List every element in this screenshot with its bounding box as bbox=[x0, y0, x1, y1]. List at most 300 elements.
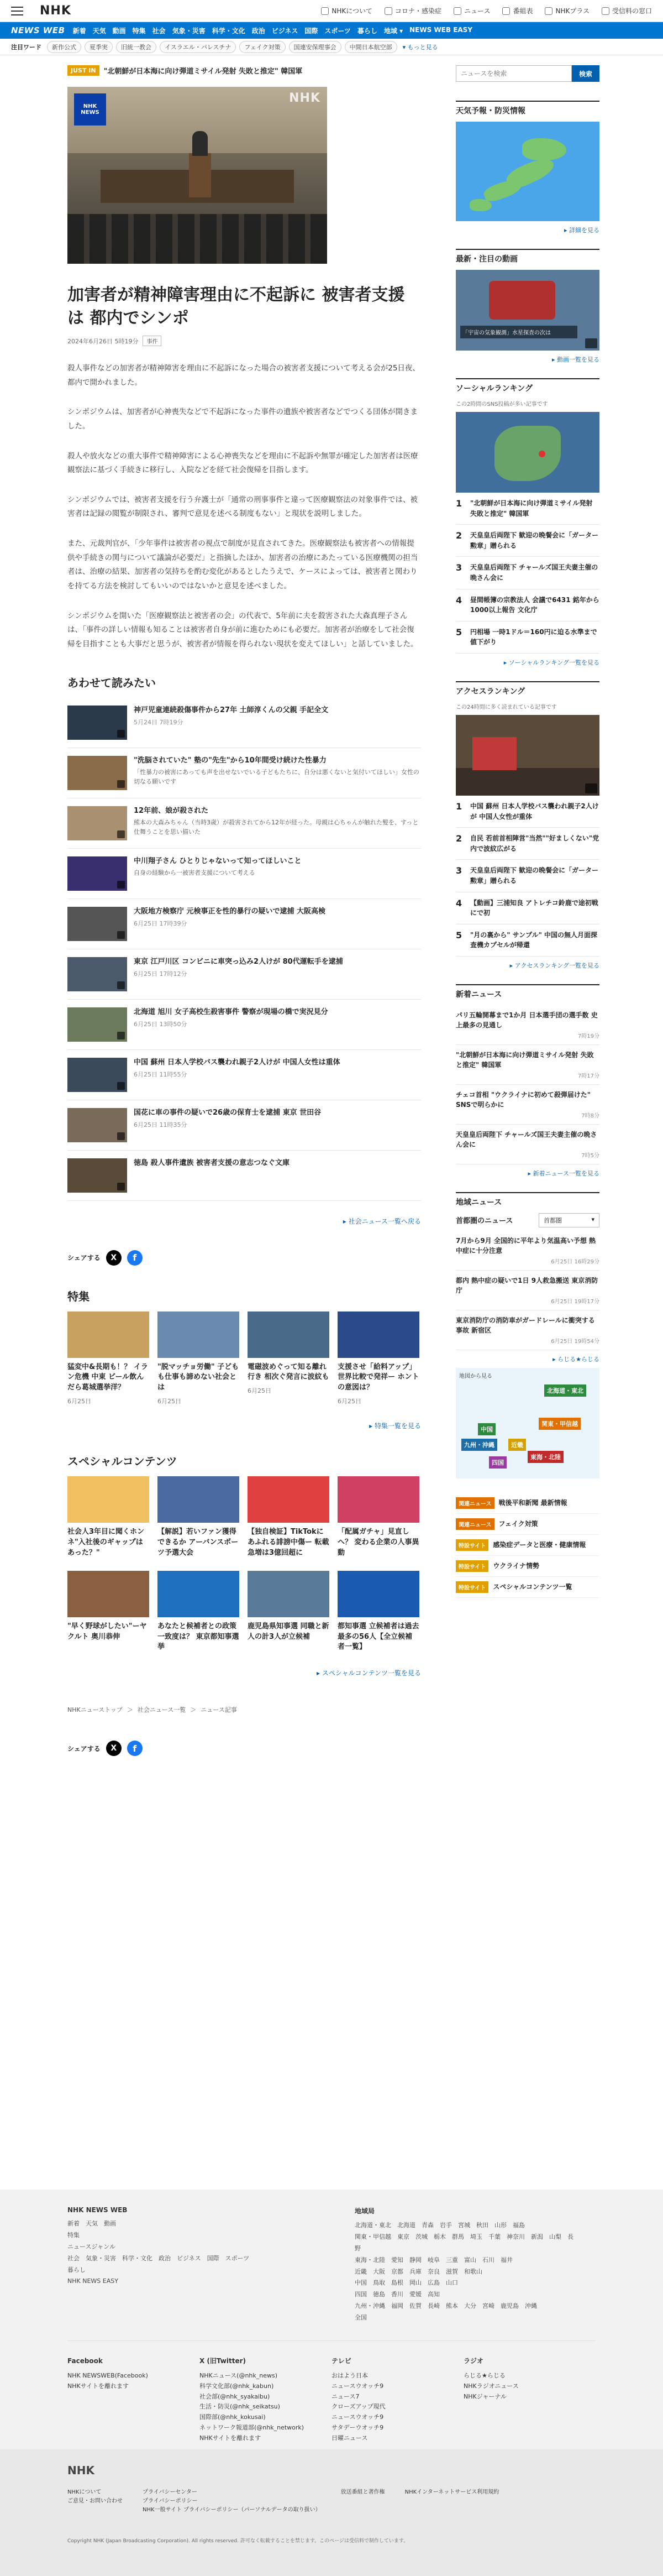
regional-news-list bbox=[456, 1231, 599, 1350]
video-more-link[interactable]: ▸ 動画一覧を見る bbox=[551, 356, 599, 363]
related-text bbox=[134, 1108, 321, 1142]
article-paragraph: 殺人事件などの加害者が精神障害を理由に不起訴になった場合の被害者支援について考える会が25日夜、都内で開かれました。 bbox=[67, 364, 420, 387]
ranking-number: 2 bbox=[456, 833, 462, 844]
card-thumbnail bbox=[67, 1311, 149, 1358]
menu-icon[interactable] bbox=[11, 7, 23, 15]
access-ranking-heading: アクセスランキング bbox=[456, 687, 525, 696]
social-ranking-image[interactable] bbox=[456, 412, 599, 493]
latest-news-heading: 新着ニュース bbox=[456, 990, 502, 999]
news-time: 7時19分 bbox=[577, 1033, 599, 1039]
regional-news-box bbox=[456, 1192, 599, 1478]
related-text bbox=[134, 806, 421, 840]
news-time: 7時17分 bbox=[577, 1073, 599, 1079]
sidebar bbox=[456, 55, 599, 1756]
news-item[interactable] bbox=[456, 1310, 599, 1350]
footer-region-row[interactable]: 近畿 大阪 京都 兵庫 奈良 滋賀 和歌山 bbox=[355, 2267, 482, 2275]
ranking-title: 円相場 一時1ドル＝160円に迫る水準まで値下がり bbox=[470, 628, 597, 646]
tv-icon bbox=[502, 7, 510, 15]
latest-more-link[interactable]: ▸ 新着ニュース一覧を見る bbox=[528, 1169, 599, 1177]
footer-social-link[interactable]: おはよう日本 bbox=[332, 2372, 368, 2380]
region-button[interactable]: 北海道・東北 bbox=[544, 1384, 586, 1397]
footer-region-row[interactable]: 全国 bbox=[355, 2314, 367, 2322]
ranking-number: 3 bbox=[456, 562, 462, 573]
keyword-chip[interactable]: 新作公式 bbox=[47, 41, 81, 53]
footer-link[interactable]: NHKインターネットサービス利用規約 bbox=[404, 2489, 499, 2495]
related-text bbox=[134, 1158, 290, 1193]
related-title: 中国 蘇州 日本人学校バス襲われ親子2人けが 中国人女性は重体 bbox=[134, 1058, 340, 1067]
footer-social-link[interactable]: 社会部(@nhk_syakaibu) bbox=[199, 2392, 270, 2400]
card-date: 6月25日 bbox=[248, 1387, 271, 1395]
ranking-item[interactable] bbox=[456, 493, 599, 525]
nav-item-new[interactable]: 新着 bbox=[72, 27, 86, 35]
nav-item-region[interactable]: 地域 ▾ bbox=[383, 27, 403, 35]
breadcrumb-item[interactable]: NHKニューストップ bbox=[67, 1706, 123, 1714]
ranking-item[interactable] bbox=[456, 892, 599, 924]
content-card[interactable] bbox=[338, 1476, 419, 1559]
weather-map[interactable] bbox=[456, 122, 599, 221]
content-card[interactable] bbox=[248, 1311, 329, 1406]
news-item[interactable] bbox=[456, 1045, 599, 1085]
related-heading: あわせて読みたい bbox=[67, 676, 156, 689]
access-ranking-box bbox=[456, 681, 599, 970]
footer-social-link[interactable]: NHKラジオニュース bbox=[464, 2382, 519, 2390]
related-item[interactable] bbox=[67, 798, 421, 849]
related-date: 5月24日 7時19分 bbox=[134, 719, 183, 727]
nav-item-business[interactable]: ビジネス bbox=[271, 27, 298, 35]
related-thumbnail bbox=[67, 856, 127, 891]
ranking-title: 【動画】三浦知良 アトレチコ鈴鹿で途初戦にで初 bbox=[470, 898, 598, 917]
footer-link-row[interactable]: NHK NEWS EASY bbox=[67, 2277, 118, 2285]
related-thumbnail bbox=[67, 1158, 127, 1193]
related-item[interactable] bbox=[67, 849, 421, 899]
search-button[interactable]: 検索 bbox=[572, 65, 599, 82]
x-share-icon[interactable]: X bbox=[106, 1741, 122, 1756]
related-item[interactable] bbox=[67, 1151, 421, 1201]
keyword-chip[interactable]: 中間日本航空部 bbox=[345, 41, 397, 53]
nav-item-society[interactable]: 社会 bbox=[152, 27, 166, 35]
footer-social-link[interactable]: NHK NEWSWEB(Facebook) bbox=[67, 2372, 148, 2380]
x-share-icon[interactable]: X bbox=[106, 1250, 122, 1266]
card-title: 「配属ガチャ」見直しへ？ 変わる企業の人事異動 bbox=[338, 1528, 419, 1557]
social-ranking-more-link[interactable]: ▸ ソーシャルランキング一覧を見る bbox=[503, 659, 599, 666]
latest-news-list bbox=[456, 1005, 599, 1164]
play-icon bbox=[585, 783, 597, 793]
related-title: 国花に車の事件の疑いで26歳の保育士を逮捕 東京 世田谷 bbox=[134, 1108, 322, 1117]
featured-video[interactable] bbox=[456, 270, 599, 351]
news-item[interactable] bbox=[456, 1125, 599, 1164]
related-summary: 自身の経験から一被害者支援について考える bbox=[134, 869, 255, 877]
news-item[interactable] bbox=[456, 1085, 599, 1125]
content-card[interactable] bbox=[67, 1311, 149, 1406]
related-text bbox=[134, 856, 302, 891]
related-summary: 熊本の大森みちゃん（当時3歳）が殺害されてから12年が経った。母親は心ちゃんが触れた髪を、すっと仕舞うことを思い描いた bbox=[134, 819, 419, 835]
region-map bbox=[456, 1368, 599, 1478]
promo-link[interactable] bbox=[456, 1493, 599, 1514]
card-thumbnail bbox=[157, 1571, 239, 1617]
news-item[interactable] bbox=[456, 1231, 599, 1271]
card-thumbnail bbox=[157, 1476, 239, 1523]
promo-label: ウクライナ情勢 bbox=[493, 1561, 539, 1570]
card-date: 6月25日 bbox=[157, 1398, 181, 1405]
region-button[interactable]: 九州・沖縄 bbox=[461, 1439, 497, 1451]
ranking-item[interactable] bbox=[456, 828, 599, 860]
keyword-label: 注目ワード bbox=[11, 43, 41, 51]
keyword-chip[interactable]: 国連安保理事会 bbox=[289, 41, 341, 53]
search-input[interactable] bbox=[456, 65, 572, 82]
keyword-chip[interactable]: フェイク対策 bbox=[239, 41, 285, 53]
play-icon bbox=[117, 1032, 125, 1039]
related-title: 中川翔子さん ひとりじゃないって知ってほしいこと bbox=[134, 856, 302, 865]
ranking-title: 自民 若前首相陣営"当然""好ましくない"党内で波紋広がる bbox=[470, 834, 599, 853]
footer-link-row[interactable]: 新着 天気 動画 bbox=[67, 2220, 116, 2227]
related-thumbnail bbox=[67, 806, 127, 840]
ranking-number: 2 bbox=[456, 530, 462, 541]
latest-news-box bbox=[456, 984, 599, 1178]
footer-social-link[interactable]: らじる★らじる bbox=[464, 2372, 506, 2380]
footer-link[interactable]: NHKについて bbox=[67, 2489, 102, 2495]
keyword-chip[interactable]: イスラエル・パレスチナ bbox=[160, 41, 236, 53]
nav-item-sports[interactable]: スポーツ bbox=[324, 27, 351, 35]
ranking-title: 中国 蘇州 日本人学校バス襲われ親子2人けが 中国人女性が重体 bbox=[470, 802, 599, 821]
access-ranking-more-link[interactable]: ▸ アクセスランキング一覧を見る bbox=[509, 962, 599, 969]
related-text bbox=[134, 706, 328, 740]
nav-item-life[interactable]: 暮らし bbox=[357, 27, 377, 35]
card-title: 猛変中&長期も！？ イラン危機 中東 ビール飲んだら葛城選挙洋？ bbox=[67, 1362, 148, 1392]
nav-item-easy[interactable]: NEWS WEB EASY bbox=[409, 25, 473, 34]
footer-social-link[interactable]: NHKサイトを離れます bbox=[199, 2434, 261, 2442]
search-box bbox=[456, 65, 599, 82]
nav-item-feature[interactable]: 特集 bbox=[132, 27, 146, 35]
just-in-text: "北朝鮮が日本海に向け弾道ミサイル発射 失敗と推定" 韓国軍 bbox=[103, 67, 303, 76]
top-links bbox=[321, 6, 652, 15]
related-item[interactable] bbox=[67, 698, 421, 748]
card-title: 都知事選 立候補者は過去最多の56人【全立候補者一覧】 bbox=[338, 1622, 419, 1652]
related-item[interactable] bbox=[67, 748, 421, 798]
related-text bbox=[134, 907, 325, 941]
breadcrumb-item: ニュース記事 bbox=[201, 1706, 237, 1714]
promo-link[interactable] bbox=[456, 1556, 599, 1577]
promo-link[interactable] bbox=[456, 1535, 599, 1556]
content-card[interactable] bbox=[157, 1311, 239, 1406]
news-icon bbox=[454, 7, 461, 15]
video-heading: 最新・注目の動画 bbox=[456, 255, 518, 264]
video-caption: 「宇宙の気象観測」水星探査の次は bbox=[460, 326, 577, 338]
related-summary: 「性暴力の被害にあっても声を出せないでいる子どもたちに、自分は悪くないと気付いてほしい」女性の切なる願いです bbox=[134, 769, 419, 785]
play-icon bbox=[117, 881, 125, 889]
related-thumbnail bbox=[67, 957, 127, 991]
footer-bottom-links bbox=[0, 2477, 663, 2515]
copyright: Copyright NHK (Japan Broadcasting Corporation). All rights reserved. 許可なく転載することを禁じます。このページは受信料で制作しています。 bbox=[67, 2538, 409, 2544]
play-icon bbox=[117, 730, 125, 738]
footer-social-link[interactable]: サタデーウオッチ9 bbox=[332, 2423, 384, 2431]
keyword-chip[interactable]: 夏季実 bbox=[85, 41, 113, 53]
footer-link[interactable]: プライバシーポリシー bbox=[143, 2498, 198, 2504]
footer-region-row[interactable]: 東海・北陸 愛知 静岡 岐阜 三重 富山 石川 福井 bbox=[355, 2256, 513, 2264]
region-map-label: 地図から見る bbox=[459, 1373, 492, 1380]
card-date: 6月25日 bbox=[67, 1398, 91, 1405]
footer-link[interactable]: プライバシーセンター bbox=[143, 2489, 197, 2495]
ranking-number: 3 bbox=[456, 865, 462, 876]
related-item[interactable] bbox=[67, 899, 421, 949]
ranking-item[interactable] bbox=[456, 557, 599, 589]
content-card[interactable] bbox=[248, 1571, 329, 1653]
ranking-number: 5 bbox=[456, 929, 462, 940]
content-card[interactable] bbox=[248, 1476, 329, 1559]
region-button[interactable]: 近畿 bbox=[508, 1439, 526, 1451]
related-thumbnail bbox=[67, 1058, 127, 1092]
promo-link[interactable] bbox=[456, 1514, 599, 1535]
ranking-number: 1 bbox=[456, 801, 462, 812]
video-box bbox=[456, 249, 599, 364]
facebook-share-icon[interactable]: f bbox=[127, 1250, 143, 1266]
related-date: 6月25日 17時39分 bbox=[134, 920, 187, 928]
regional-label: 首都圏のニュース bbox=[456, 1217, 513, 1226]
content-card[interactable] bbox=[157, 1571, 239, 1653]
footer-social-link[interactable]: ニュースウオッチ9 bbox=[332, 2413, 384, 2421]
related-item[interactable] bbox=[67, 1100, 421, 1151]
news-title: "北朝鮮が日本海に向け弾道ミサイル発射 失敗と推定" 韓国軍 bbox=[456, 1051, 594, 1069]
related-title: 12年前、娘が殺された bbox=[134, 806, 209, 815]
nav-items bbox=[73, 26, 472, 35]
info-icon bbox=[321, 7, 329, 15]
play-icon bbox=[117, 780, 125, 788]
related-text bbox=[134, 957, 343, 991]
ranking-item[interactable] bbox=[456, 525, 599, 557]
ranking-item[interactable] bbox=[456, 796, 599, 828]
ranking-item[interactable] bbox=[456, 924, 599, 957]
article-meta bbox=[67, 336, 421, 346]
footer-link-row[interactable]: 社会 気象・災害 科学・文化 政治 ビジネス 国際 スポーツ bbox=[67, 2254, 250, 2262]
special-heading: スペシャルコンテンツ bbox=[67, 1455, 177, 1469]
society-more-link[interactable]: ▸ 社会ニュース一覧へ戻る bbox=[343, 1217, 421, 1225]
related-title: 北海道 旭川 女子高校生殺害事件 警察が現場の橋で実況見分 bbox=[134, 1007, 328, 1016]
footer-social-link[interactable]: ネットワーク報道部(@nhk_network) bbox=[199, 2423, 304, 2431]
article-hero-image bbox=[67, 87, 327, 264]
regional-heading: 地域ニュース bbox=[456, 1198, 502, 1207]
newsweb-logo[interactable]: NEWS WEB bbox=[11, 25, 65, 35]
facebook-share-icon[interactable]: f bbox=[127, 1741, 143, 1756]
play-icon bbox=[117, 1183, 125, 1190]
article-tag[interactable]: 事件 bbox=[143, 336, 161, 346]
nav-item-disaster[interactable]: 気象・災害 bbox=[172, 27, 206, 35]
just-in-label: JUST IN bbox=[67, 65, 99, 76]
top-link-about[interactable]: NHKについて bbox=[321, 6, 372, 15]
region-button[interactable]: 四国 bbox=[489, 1456, 507, 1469]
footer-region-row[interactable]: 北海道・東北 北海道 青森 岩手 宮城 秋田 山形 福島 bbox=[355, 2222, 525, 2229]
play-icon bbox=[117, 981, 125, 989]
news-time: 6月25日 19時54分 bbox=[551, 1338, 599, 1345]
content-card[interactable] bbox=[338, 1571, 419, 1653]
promo-label: フェイク対策 bbox=[498, 1519, 538, 1528]
related-item[interactable] bbox=[67, 949, 421, 1000]
article-paragraph: シンポジウムでは、被害者支援を行う弁護士が「通常の刑事事件と違って医療観察法の対象事件では、被害者は記録の閲覧が制限され、審判で意見を述べる制度もない」と現状を説明しました。 bbox=[67, 495, 418, 519]
related-date: 6月25日 17時12分 bbox=[134, 970, 187, 978]
top-link-schedule[interactable]: 番組表 bbox=[502, 6, 533, 15]
promo-tag: 特設サイト bbox=[456, 1581, 488, 1593]
news-time: 6月25日 16時29分 bbox=[551, 1258, 599, 1265]
ranking-item[interactable] bbox=[456, 589, 599, 621]
region-select[interactable]: 首都圏 ▾ bbox=[539, 1213, 599, 1227]
footer-nhk-logo[interactable]: NHK bbox=[67, 2464, 94, 2477]
ranking-title: 昼間帳簿の宗教法人 会議で6431 銘年から1000以上報告 文化庁 bbox=[470, 595, 599, 614]
article-body bbox=[67, 362, 421, 652]
news-title: 7月から9月 全国的に平年より気温高い予想 熱中症に十分注意 bbox=[456, 1236, 596, 1255]
related-text bbox=[134, 756, 421, 790]
footer-link-group bbox=[143, 2488, 321, 2515]
access-ranking-list bbox=[456, 796, 599, 957]
article-paragraph: また、元裁判官が、「少年事件は被害者の視点で制度が見直されてきた。医療観察法も被害者への情報提供や手続きの関与について議論が必要だ」と指摘したほか、加害者の治療にあたっている医療機関の担当者は、治療の結果、加害者の気持ちを酌む変化があるとしたうえで、ケースによっては、被害者と関わりを持てる方法を検討してもいいのではないかと意見を述べました。 bbox=[67, 539, 418, 591]
related-text bbox=[134, 1007, 328, 1042]
footer-region-row[interactable]: 四国 徳島 香川 愛媛 高知 bbox=[355, 2291, 440, 2298]
footer-social-link[interactable]: NHKサイトを離れます bbox=[67, 2382, 129, 2390]
footer-link-group bbox=[341, 2488, 385, 2515]
nav-item-politics[interactable]: 政治 bbox=[251, 27, 265, 35]
card-title: あなたと候補者との政策一致度は？ 東京都知事選挙 bbox=[157, 1622, 239, 1652]
promo-label: 感染症データと医療・健康情報 bbox=[493, 1540, 586, 1549]
social-ranking-sub: この2時間のSNS投稿が多い記事です bbox=[456, 401, 548, 407]
footer-social-heading: テレビ bbox=[332, 2357, 351, 2365]
footer-link[interactable]: NHK一般サイト プライバシーポリシー（パーソナルデータの取り扱い） bbox=[143, 2507, 321, 2513]
footer-social bbox=[67, 2340, 596, 2443]
ranking-number: 4 bbox=[456, 897, 462, 908]
footer-social-link[interactable]: クローズアップ現代 bbox=[332, 2403, 386, 2411]
just-in-banner[interactable] bbox=[67, 65, 421, 76]
footer-social-link[interactable]: 生活・防災(@nhk_seikatsu) bbox=[199, 2403, 280, 2411]
footer-social-link[interactable]: 日曜ニュース bbox=[332, 2434, 368, 2442]
footer-link[interactable]: 放送番組と著作権 bbox=[340, 2489, 385, 2495]
top-link-fee[interactable]: 受信料の窓口 bbox=[602, 6, 652, 15]
share-label: シェアする bbox=[67, 1254, 101, 1262]
footer-link-row[interactable]: 特集 bbox=[67, 2231, 80, 2239]
footer-region-row[interactable]: 関東・甲信越 東京 茨城 栃木 群馬 埼玉 千葉 神奈川 新潟 山梨 長野 bbox=[355, 2233, 573, 2252]
content-card[interactable] bbox=[67, 1476, 149, 1559]
card-thumbnail bbox=[338, 1571, 419, 1617]
footer-bottom bbox=[0, 2449, 663, 2576]
news-time: 7時5分 bbox=[581, 1152, 599, 1159]
top-bar bbox=[0, 0, 663, 22]
card-thumbnail bbox=[67, 1571, 149, 1617]
nhk-logo[interactable]: NHK bbox=[40, 4, 71, 18]
keyword-more-link[interactable]: ▾ もっと見る bbox=[402, 43, 438, 51]
footer-social-column bbox=[464, 2355, 596, 2443]
top-link-news[interactable]: ニュース bbox=[454, 6, 490, 15]
footer-heading[interactable]: NHK NEWS WEB bbox=[67, 2206, 128, 2214]
promo-tag: 関連ニュース bbox=[456, 1497, 494, 1509]
news-title: 都内 熱中症の疑いで1日 9人救急搬送 東京消防庁 bbox=[456, 1276, 598, 1294]
footer bbox=[0, 2190, 663, 2576]
footer-link-row[interactable]: 暮らし bbox=[67, 2266, 86, 2274]
special-more-link[interactable]: ▸ スペシャルコンテンツ一覧を見る bbox=[316, 1669, 421, 1678]
social-ranking-list bbox=[456, 493, 599, 654]
region-button[interactable]: 中国 bbox=[478, 1423, 496, 1435]
content-card[interactable] bbox=[157, 1476, 239, 1559]
promo-link[interactable] bbox=[456, 1577, 599, 1598]
play-icon bbox=[117, 931, 125, 939]
footer-link[interactable]: ご意見・お問い合わせ bbox=[67, 2498, 123, 2504]
top-link-plus[interactable]: NHKプラス bbox=[545, 6, 590, 15]
news-item[interactable] bbox=[456, 1271, 599, 1310]
access-ranking-image[interactable] bbox=[456, 715, 599, 796]
footer-social-link[interactable]: ニュースウオッチ9 bbox=[332, 2382, 384, 2390]
region-button[interactable]: 東海・北陸 bbox=[528, 1451, 564, 1463]
receipt-icon bbox=[602, 7, 609, 15]
virus-icon bbox=[385, 7, 392, 15]
keyword-bar bbox=[0, 39, 663, 55]
news-title: チェコ首相 "ウクライナに初めて殺弾届けた" SNSで明らかに bbox=[456, 1090, 591, 1109]
card-thumbnail bbox=[248, 1311, 329, 1358]
footer-social-link[interactable]: 国際部(@nhk_kokusai) bbox=[199, 2413, 266, 2421]
card-title: "脱マッチョ労働" 子どもも仕事も諦めない社会とは bbox=[157, 1362, 239, 1392]
play-icon bbox=[117, 1132, 125, 1140]
special-cards-row bbox=[67, 1476, 421, 1559]
footer-social-link[interactable]: 科学文化部(@nhk_kabun) bbox=[199, 2382, 274, 2390]
footer-link-group bbox=[405, 2488, 499, 2515]
nav-item-science[interactable]: 科学・文化 bbox=[212, 27, 245, 35]
promo-tag: 特設サイト bbox=[456, 1539, 488, 1551]
content-card[interactable] bbox=[67, 1571, 149, 1653]
nhk-watermark: NHK bbox=[289, 91, 320, 105]
footer-social-link[interactable]: NHKニュース(@nhk_news) bbox=[199, 2372, 278, 2380]
footer-social-link[interactable]: NHKジャーナル bbox=[464, 2392, 507, 2400]
weather-heading: 天気予報・防災情報 bbox=[456, 107, 525, 116]
keyword-chip[interactable]: 旧統一教会 bbox=[116, 41, 156, 53]
ranking-number: 5 bbox=[456, 626, 462, 638]
features-more-link[interactable]: ▸ 特集一覧を見る bbox=[369, 1422, 421, 1430]
nav-item-international[interactable]: 国際 bbox=[304, 27, 318, 35]
footer-region-row[interactable]: 中国 鳥取 島根 岡山 広島 山口 bbox=[355, 2279, 458, 2287]
article-date: 2024年6月26日 5時19分 bbox=[67, 337, 139, 345]
weather-more-link[interactable]: ▸ 詳細を見る bbox=[564, 227, 599, 234]
regional-more-link[interactable]: ▸ らじる★らじる bbox=[552, 1355, 599, 1363]
footer-link-row[interactable]: ニュースジャンル bbox=[67, 2243, 115, 2250]
card-title: 電磁波めぐって知る離れ行き 相次ぐ発言に波紋も bbox=[248, 1362, 329, 1382]
content-card[interactable] bbox=[338, 1311, 419, 1406]
related-thumbnail bbox=[67, 706, 127, 740]
chevron-down-icon: ▾ bbox=[591, 1215, 594, 1223]
play-icon bbox=[117, 830, 125, 838]
article-title: 加害者が精神障害理由に不起訴に 被害者支援は 都内でシンポ bbox=[67, 285, 405, 328]
promo-label: スペシャルコンテンツ一覧 bbox=[493, 1582, 572, 1591]
related-item[interactable] bbox=[67, 1000, 421, 1050]
card-title: 【独自検証】TikTokにあふれる誹謗中傷ー 転載急増は3億回超に bbox=[248, 1528, 329, 1557]
news-title: 天皇皇后両陛下 チャールズ国王夫妻主催の晩さん会に bbox=[456, 1130, 597, 1148]
news-item[interactable] bbox=[456, 1005, 599, 1045]
promo-list bbox=[456, 1493, 599, 1598]
news-title: 東京消防庁の消防車がガードレールに衝突する事故 新宿区 bbox=[456, 1316, 595, 1334]
nav-item-video[interactable]: 動画 bbox=[112, 27, 126, 35]
news-time: 6月25日 19時17分 bbox=[551, 1298, 599, 1305]
related-item[interactable] bbox=[67, 1050, 421, 1100]
related-date: 6月25日 11時35分 bbox=[134, 1121, 187, 1129]
ranking-number: 1 bbox=[456, 498, 462, 509]
play-icon bbox=[117, 1082, 125, 1090]
ranking-number: 4 bbox=[456, 594, 462, 605]
region-button[interactable]: 関東・甲信越 bbox=[539, 1418, 581, 1430]
ranking-item[interactable] bbox=[456, 860, 599, 892]
top-link-corona[interactable]: コロナ・感染症 bbox=[385, 6, 441, 15]
footer-social-link[interactable]: ニュース7 bbox=[332, 2392, 360, 2400]
nav-item-weather[interactable]: 天気 bbox=[92, 27, 106, 35]
breadcrumb-item[interactable]: 社会ニュース一覧 bbox=[137, 1706, 186, 1714]
card-title: 社会人3年目に聞くホンネ"入社後のギャップはあった？" bbox=[67, 1528, 145, 1557]
footer-social-heading: Facebook bbox=[67, 2357, 103, 2365]
main-nav bbox=[0, 22, 663, 39]
ranking-item[interactable] bbox=[456, 621, 599, 654]
related-thumbnail bbox=[67, 756, 127, 790]
related-title: 大阪地方検察庁 元検事正を性的暴行の疑いで逮捕 大阪高検 bbox=[134, 907, 326, 916]
card-thumbnail bbox=[338, 1476, 419, 1523]
footer-region-row[interactable]: 九州・沖縄 福岡 佐賀 長崎 熊本 大分 宮崎 鹿児島 沖縄 bbox=[355, 2302, 537, 2310]
